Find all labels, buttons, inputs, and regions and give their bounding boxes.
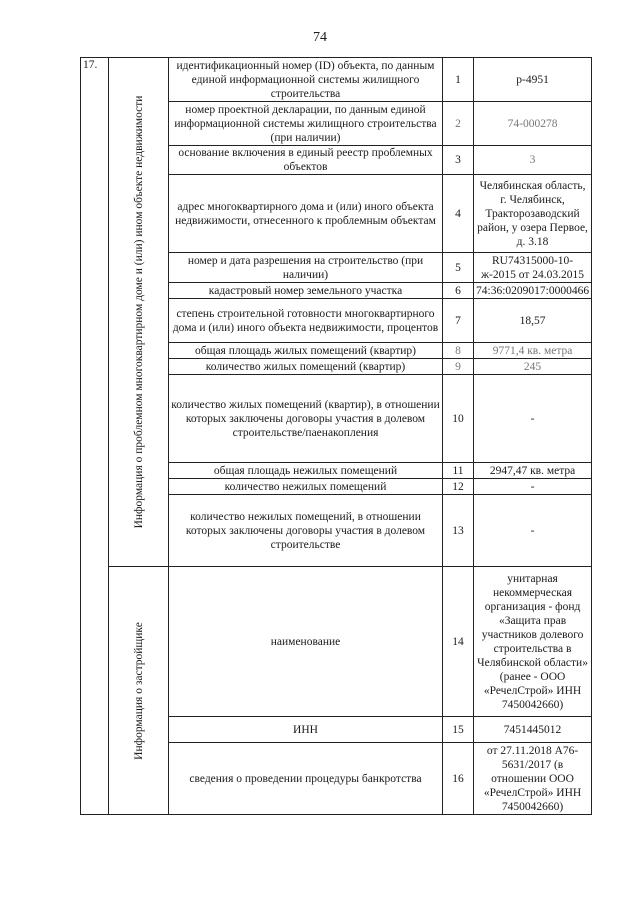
row-value: Челябинская область, г. Челябинск, Тракторозаводский район, у озера Первое, д. 3.18 — [474, 175, 592, 253]
row-index: 16 — [443, 743, 474, 815]
table-row — [81, 567, 592, 717]
row-value: 9771,4 кв. метра — [474, 343, 592, 359]
row-value: 245 — [474, 359, 592, 375]
section-title-object: Информация о проблемном многоквартирном доме и (или) ином объекте недвижимости — [109, 58, 169, 567]
row-value: 74-000278 — [474, 102, 592, 146]
row-label: общая площадь жилых помещений (квартир) — [169, 343, 443, 359]
row-value: - — [474, 479, 592, 495]
row-label: количество жилых помещений (квартир), в отношении которых заключены договоры участия в долевом строительстве/паенакопления — [169, 375, 443, 463]
row-index: 13 — [443, 495, 474, 567]
row-value: 2947,47 кв. метра — [474, 463, 592, 479]
row-label: количество жилых помещений (квартир) — [169, 359, 443, 375]
row-index: 5 — [443, 253, 474, 283]
row-value: 74:36:0209017:0000466 — [474, 283, 592, 299]
row-label: кадастровый номер земельного участка — [169, 283, 443, 299]
row-value: RU74315000-10-ж-2015 от 24.03.2015 — [474, 253, 592, 283]
section-title-developer: Информация о застройщике — [109, 567, 169, 815]
row-value: 7451445012 — [474, 717, 592, 743]
row-index: 4 — [443, 175, 474, 253]
row-label: номер и дата разрешения на строительство (при наличии) — [169, 253, 443, 283]
row-label: номер проектной декларации, по данным единой информационной системы жилищного строительства (при наличии) — [169, 102, 443, 146]
row-label: основание включения в единый реестр проблемных объектов — [169, 146, 443, 175]
row-value: от 27.11.2018 А76-5631/2017 (в отношении ООО «РечелСтрой» ИНН 7450042660) — [474, 743, 592, 815]
row-label: сведения о проведении процедуры банкротства — [169, 743, 443, 815]
row-index: 6 — [443, 283, 474, 299]
row-label: адрес многоквартирного дома и (или) иного объекта недвижимости, отнесенного к проблемным объектам — [169, 175, 443, 253]
table-row — [81, 58, 592, 102]
row-label: наименование — [169, 567, 443, 717]
row-label: количество нежилых помещений — [169, 479, 443, 495]
row-index: 3 — [443, 146, 474, 175]
row-index: 12 — [443, 479, 474, 495]
row-index: 1 — [443, 58, 474, 102]
row-label: количество нежилых помещений, в отношении которых заключены договоры участия в долевом строительстве — [169, 495, 443, 567]
row-value: - — [474, 375, 592, 463]
row-label: общая площадь нежилых помещений — [169, 463, 443, 479]
row-label: степень строительной готовности многоквартирного дома и (или) иного объекта недвижимости, процентов — [169, 299, 443, 343]
row-number: 17. — [81, 58, 109, 815]
row-value: р-4951 — [474, 58, 592, 102]
row-index: 9 — [443, 359, 474, 375]
registry-table — [80, 57, 592, 815]
row-value: 18,57 — [474, 299, 592, 343]
row-index: 14 — [443, 567, 474, 717]
row-index: 15 — [443, 717, 474, 743]
row-index: 2 — [443, 102, 474, 146]
row-index: 10 — [443, 375, 474, 463]
row-value: 3 — [474, 146, 592, 175]
page-number: 74 — [313, 30, 327, 45]
row-value: унитарная некоммерческая организация - фонд «Защита прав участников долевого строительства в Челябинской области» (ранее - ООО «РечелСтрой» ИНН 7450042660) — [474, 567, 592, 717]
row-index: 7 — [443, 299, 474, 343]
row-value: - — [474, 495, 592, 567]
row-index: 11 — [443, 463, 474, 479]
row-index: 8 — [443, 343, 474, 359]
row-label: идентификационный номер (ID) объекта, по данным единой информационной системы жилищного строительства — [169, 58, 443, 102]
row-label: ИНН — [169, 717, 443, 743]
